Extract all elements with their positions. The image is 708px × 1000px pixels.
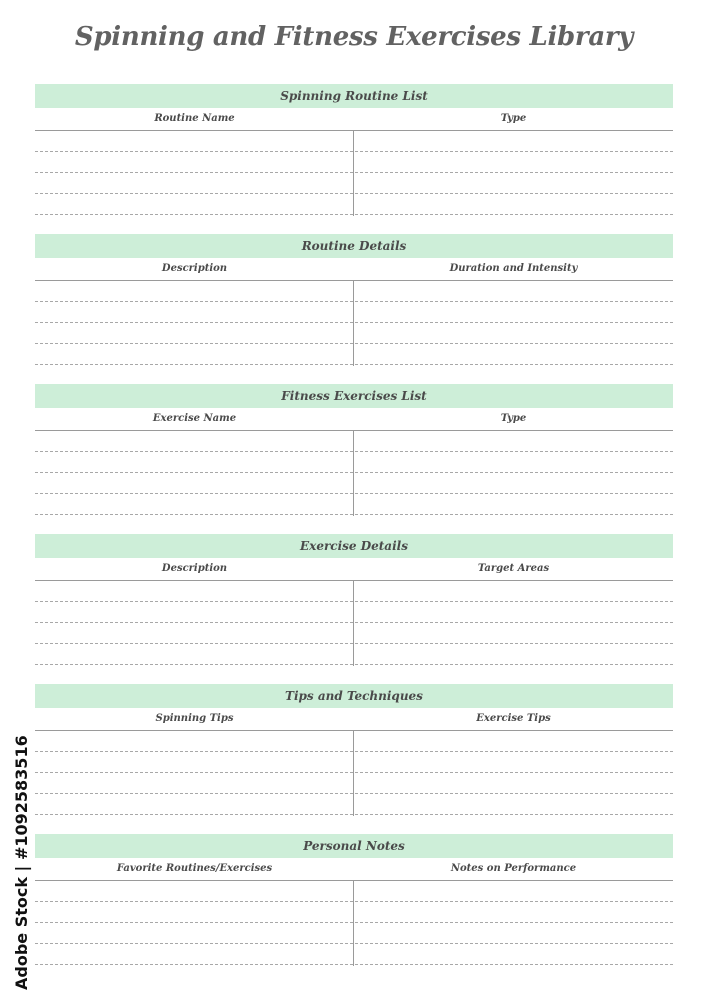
column-label-left: Spinning Tips [155, 713, 234, 724]
column-label-right: Type [500, 413, 527, 424]
entry-rows [35, 431, 673, 515]
entry-rows [35, 581, 673, 665]
watermark-side-text: Adobe Stock | #1092583516 [12, 735, 31, 990]
section-spinning-routine-list [35, 84, 673, 215]
entry-row[interactable] [35, 944, 673, 965]
column-label-right: Type [500, 113, 527, 124]
section-heading: Personal Notes [35, 834, 673, 858]
section-heading: Fitness Exercises List [35, 384, 673, 408]
section-heading: Exercise Details [35, 534, 673, 558]
column-header-row [35, 858, 673, 881]
column-label-left: Description [161, 563, 228, 574]
column-label-left: Description [161, 263, 228, 274]
entry-row[interactable] [35, 473, 673, 494]
entry-row[interactable] [35, 752, 673, 773]
entry-row[interactable] [35, 644, 673, 665]
entry-rows [35, 281, 673, 365]
section-heading: Routine Details [35, 234, 673, 258]
entry-row[interactable] [35, 323, 673, 344]
column-header-row [35, 708, 673, 731]
section-heading: Spinning Routine List [35, 84, 673, 108]
entry-row[interactable] [35, 623, 673, 644]
entry-row[interactable] [35, 923, 673, 944]
section-fitness-exercises-list [35, 384, 673, 515]
entry-row[interactable] [35, 773, 673, 794]
entry-rows [35, 881, 673, 965]
page-title: Spinning and Fitness Exercises Library [74, 22, 634, 52]
column-divider [353, 581, 354, 666]
entry-row[interactable] [35, 173, 673, 194]
entry-row[interactable] [35, 731, 673, 752]
column-divider [353, 731, 354, 816]
column-header-row [35, 108, 673, 131]
column-divider [353, 431, 354, 516]
entry-row[interactable] [35, 881, 673, 902]
entry-rows [35, 731, 673, 815]
entry-row[interactable] [35, 794, 673, 815]
column-header-row [35, 408, 673, 431]
entry-row[interactable] [35, 131, 673, 152]
column-label-left: Favorite Routines/Exercises [116, 863, 273, 874]
column-divider [353, 881, 354, 966]
section-routine-details [35, 234, 673, 365]
entry-row[interactable] [35, 581, 673, 602]
column-label-left: Routine Name [154, 113, 235, 124]
entry-row[interactable] [35, 302, 673, 323]
section-tips-and-techniques [35, 684, 673, 815]
column-label-left: Exercise Name [152, 413, 237, 424]
column-label-right: Exercise Tips [476, 713, 551, 724]
entry-row[interactable] [35, 602, 673, 623]
column-header-row [35, 558, 673, 581]
entry-row[interactable] [35, 452, 673, 473]
entry-row[interactable] [35, 281, 673, 302]
column-label-right: Target Areas [477, 563, 550, 574]
column-label-right: Notes on Performance [450, 863, 577, 874]
entry-row[interactable] [35, 494, 673, 515]
column-divider [353, 281, 354, 366]
entry-row[interactable] [35, 902, 673, 923]
entry-rows [35, 131, 673, 215]
column-label-right: Duration and Intensity [449, 263, 578, 274]
entry-row[interactable] [35, 152, 673, 173]
entry-row[interactable] [35, 194, 673, 215]
section-heading: Tips and Techniques [35, 684, 673, 708]
section-exercise-details [35, 534, 673, 665]
entry-row[interactable] [35, 431, 673, 452]
column-divider [353, 131, 354, 216]
section-personal-notes [35, 834, 673, 965]
column-header-row [35, 258, 673, 281]
entry-row[interactable] [35, 344, 673, 365]
